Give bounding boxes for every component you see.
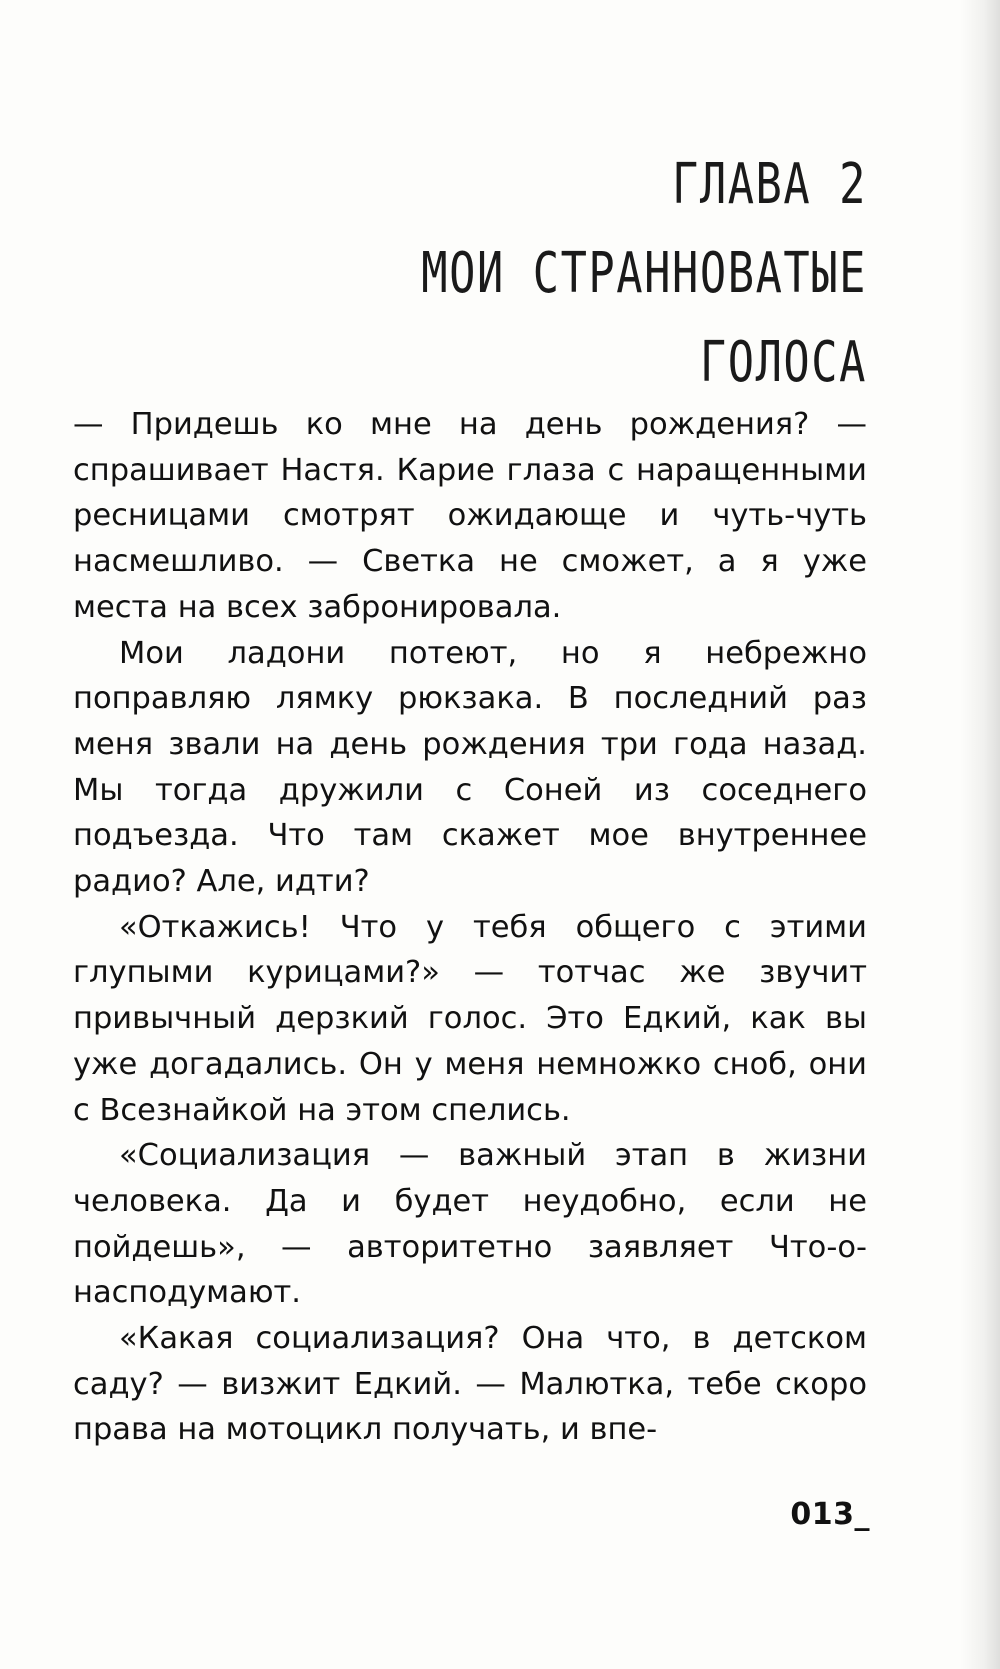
chapter-title-line-2: ГОЛОСА <box>699 330 867 395</box>
page-number: 013_ <box>790 1497 870 1532</box>
paragraph-4: «Социализация — важный этап в жизни человека. Да и будет неудобно, если не пойдешь», — авторитетно заявляет Что-о-насподумают. <box>73 1138 867 1311</box>
paragraph-5: «Какая социализация? Она что, в детском саду? — визжит Едкий. — Малютка, тебе скоро права на мотоцикл получать, и впе- <box>73 1321 867 1448</box>
chapter-number: ГЛАВА 2 <box>671 152 867 217</box>
paragraph-1: — Придешь ко мне на день рождения? — спрашивает Настя. Карие глаза с наращенными ресницами смотрят ожидающе и чуть-чуть насмешливо. — Светка не сможет, а я уже места на всех забронировала. <box>73 407 867 625</box>
body-text <box>73 402 867 1453</box>
paragraph-2: Мои ладони потеют, но я небрежно поправляю лямку рюкзака. В последний раз меня звали на день рождения три года назад. Мы тогда дружили с Соней из соседнего подъезда. Что там скажет мое внутреннее радио? Але, идти? <box>73 635 867 900</box>
page-edge-shadow <box>960 0 1000 1669</box>
paragraph-3: «Откажись! Что у тебя общего с этими глупыми курицами?» — тотчас же звучит привычный дерзкий голос. Это Едкий, как вы уже догадались. Он у меня немножко сноб, они с Всезнайкой на этом спелись. <box>73 909 867 1128</box>
chapter-heading <box>386 140 867 407</box>
chapter-title-line-1: МОИ СТРАННОВАТЫЕ <box>421 241 867 306</box>
